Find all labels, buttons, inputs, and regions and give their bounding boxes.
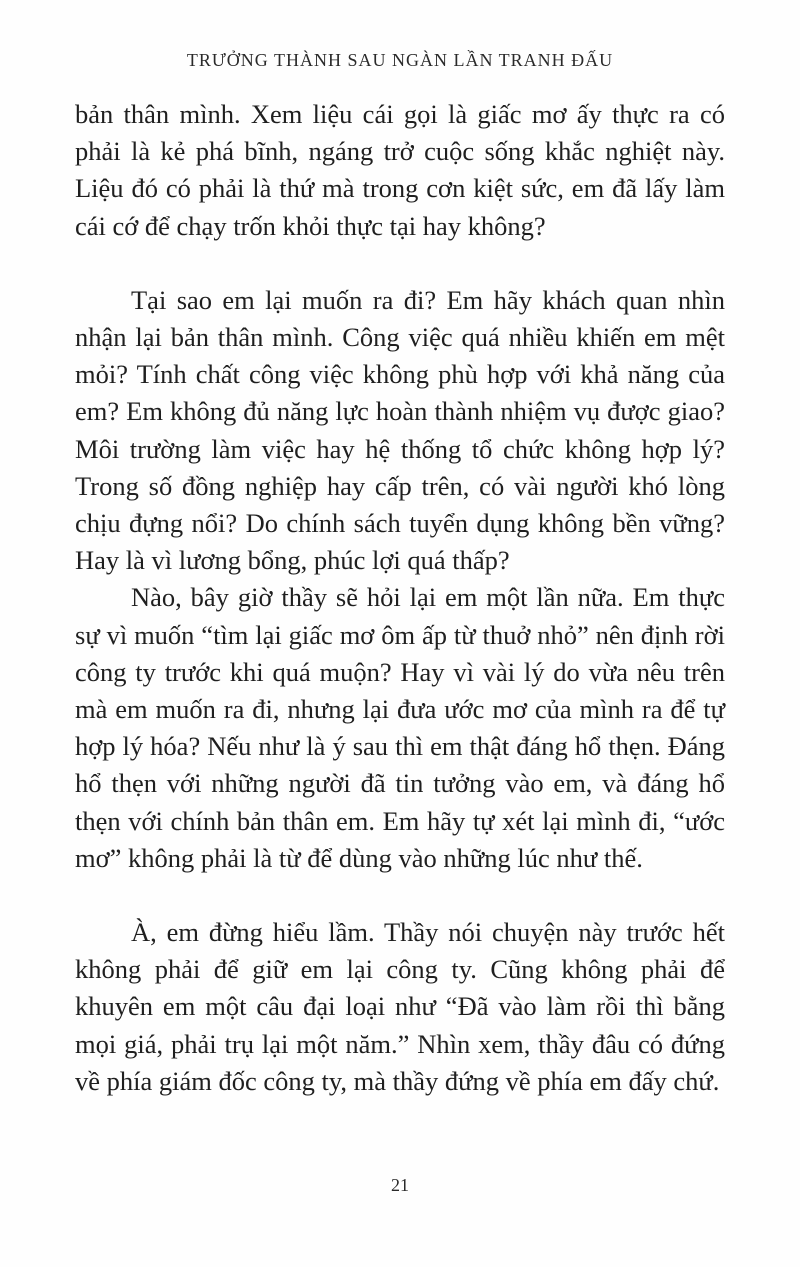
paragraph-dont-misunderstand: À, em đừng hiểu lầm. Thầy nói chuyện này trước hết không phải để giữ em lại công ty. Cũng không phải để khuyên em một câu đại loại như “Đã vào làm rồi thì bằng mọi giá, phải trụ lại một năm.” Nhìn xem, thầy đâu có đứng về phía giám đốc công ty, mà thầy đứng về phía em đấy chứ. <box>75 917 725 1096</box>
body-text <box>75 96 725 1100</box>
paragraph-continuation: bản thân mình. Xem liệu cái gọi là giấc mơ ấy thực ra có phải là kẻ phá bĩnh, ngáng trở cuộc sống khắc nghiệt này. Liệu đó có phải là thứ mà trong cơn kiệt sức, em đã lấy làm cái cớ để chạy trốn khỏi thực tại hay không? <box>75 99 725 241</box>
paragraph-why-leave: Tại sao em lại muốn ra đi? Em hãy khách quan nhìn nhận lại bản thân mình. Công việc quá nhiều khiến em mệt mỏi? Tính chất công việc không phù hợp với khả năng của em? Em không đủ năng lực hoàn thành nhiệm vụ được giao? Môi trường làm việc hay hệ thống tổ chức không hợp lý? Trong số đồng nghiệp hay cấp trên, có vài người khó lòng chịu đựng nổi? Do chính sách tuyển dụng không bền vững? Hay là vì lương bổng, phúc lợi quá thấp? <box>75 284 725 576</box>
running-header-title: TRƯỞNG THÀNH SAU NGÀN LẦN TRANH ĐẤU <box>186 50 614 70</box>
page-number: 21 <box>391 1175 409 1195</box>
paragraph-ask-again: Nào, bây giờ thầy sẽ hỏi lại em một lần nữa. Em thực sự vì muốn “tìm lại giấc mơ ôm ấp từ thuở nhỏ” nên định rời công ty trước khi quá muộn? Hay vì vài lý do vừa nêu trên mà em muốn ra đi, nhưng lại đưa ước mơ của mình ra để tự hợp lý hóa? Nếu như là ý sau thì em thật đáng hổ thẹn. Đáng hổ thẹn với những người đã tin tưởng vào em, và đáng hổ thẹn với chính bản thân em. Em hãy tự xét lại mình đi, “ước mơ” không phải là từ để dùng vào những lúc như thế. <box>75 582 725 873</box>
